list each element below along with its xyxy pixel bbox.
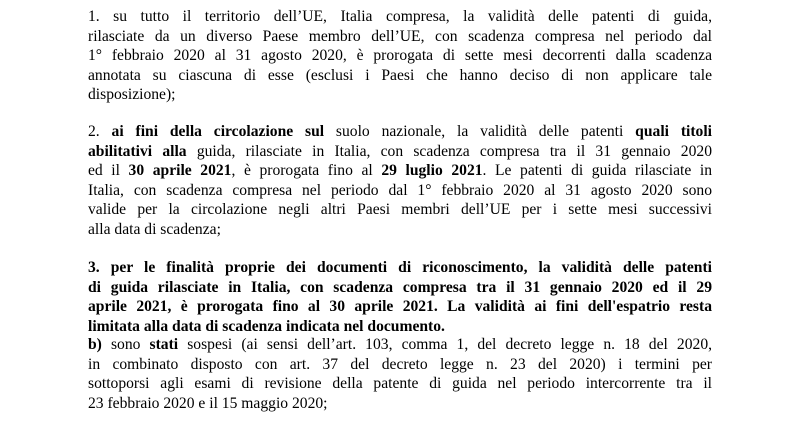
text-run: 2.: [88, 123, 112, 140]
bold-text-run: abilitativi alla: [88, 142, 187, 160]
bold-text-run: quali titoli: [635, 123, 712, 140]
text-run: . Le patenti di guida rilasciate in: [482, 162, 712, 179]
bold-text-run: 3. per le finalità proprie dei documenti di riconoscimento, la validità delle patenti: [88, 259, 712, 276]
text-line: [88, 7, 712, 27]
text-line: [88, 142, 712, 162]
text-line: [88, 122, 712, 142]
bold-text-run: stati: [149, 336, 179, 353]
text-run: rilasciate da un diverso Paese membro dell’UE, con scadenza compresa nel periodo dal: [88, 27, 712, 45]
text-line: [88, 355, 712, 375]
text-run: 1. su tutto il territorio dell’UE, Italia compresa, la validità delle patenti di guida,: [88, 8, 712, 25]
bold-text-run: ai fini della circolazione sul: [111, 123, 325, 140]
text-run: disposizione);: [88, 86, 176, 103]
text-line: [88, 85, 712, 105]
text-run: 23 febbraio 2020 e il 15 maggio 2020;: [88, 394, 328, 412]
paragraph-3-identity-documents: [88, 258, 712, 336]
text-line: [88, 181, 712, 201]
text-run: suolo nazionale, la validità delle patenti: [324, 123, 636, 140]
text-line: [88, 27, 712, 47]
text-line: [88, 278, 712, 298]
text-run: ed il: [88, 162, 129, 179]
bold-text-run: di guida rilasciate in Italia, con scadenza compresa tra il 31 gennaio 2020 ed il 29: [88, 278, 712, 296]
text-line: [88, 374, 712, 394]
text-run: annotata su ciascuna di esse (esclusi i Paesi che hanno deciso di non applicare tale: [88, 66, 712, 84]
text-line: [88, 46, 712, 66]
text-line: [88, 258, 712, 278]
paragraph-1-license-validity-eu: [88, 7, 712, 105]
bold-text-run: aprile 2021, è prorogata fino al 30 aprile 2021. La validità ai fini dell'espatrio resta: [88, 298, 712, 315]
paragraph-2-national-circulation: [88, 122, 712, 239]
text-run: alla data di scadenza;: [88, 220, 221, 238]
text-run: Italia, con scadenza compresa nel periodo dal 1° febbraio 2020 al 31 agosto 2020 sono: [88, 181, 712, 199]
bold-text-run: 29 luglio 2021: [381, 162, 483, 179]
bold-text-run: b): [88, 336, 111, 353]
text-line: [88, 200, 712, 220]
text-run: 1° febbraio 2020 al 31 agosto 2020, è prorogata di sette mesi decorrenti dalla scadenza: [88, 47, 712, 64]
text-run: valide per la circolazione negli altri Paesi membri dell’UE per i sette mesi successivi: [88, 201, 712, 218]
text-run: sono: [110, 336, 150, 353]
text-line: [88, 161, 712, 181]
paragraph-b-revision-exams: [88, 335, 712, 413]
text-run: sospesi (ai sensi dell’art. 103, comma 1, del decreto legge n. 18 del 2020,: [178, 336, 713, 353]
text-run: , è prorogata fino al: [231, 162, 382, 179]
text-line: [88, 66, 712, 86]
text-line: [88, 317, 712, 337]
text-line: [88, 335, 712, 355]
bold-text-run: 30 aprile 2021: [128, 162, 232, 179]
text-line: [88, 297, 712, 317]
bold-text-run: limitata alla data di scadenza indicata nel documento.: [88, 317, 445, 335]
text-run: sottoporsi agli esami di revisione della patente di guida nel periodo intercorrente tra il: [88, 375, 712, 392]
text-run: in combinato disposto con art. 37 del decreto legge n. 23 del 2020) i termini per: [88, 355, 712, 373]
text-line: [88, 220, 712, 240]
text-run: guida, rilasciate in Italia, con scadenza compresa tra il 31 gennaio 2020: [186, 142, 712, 160]
text-line: [88, 394, 712, 414]
